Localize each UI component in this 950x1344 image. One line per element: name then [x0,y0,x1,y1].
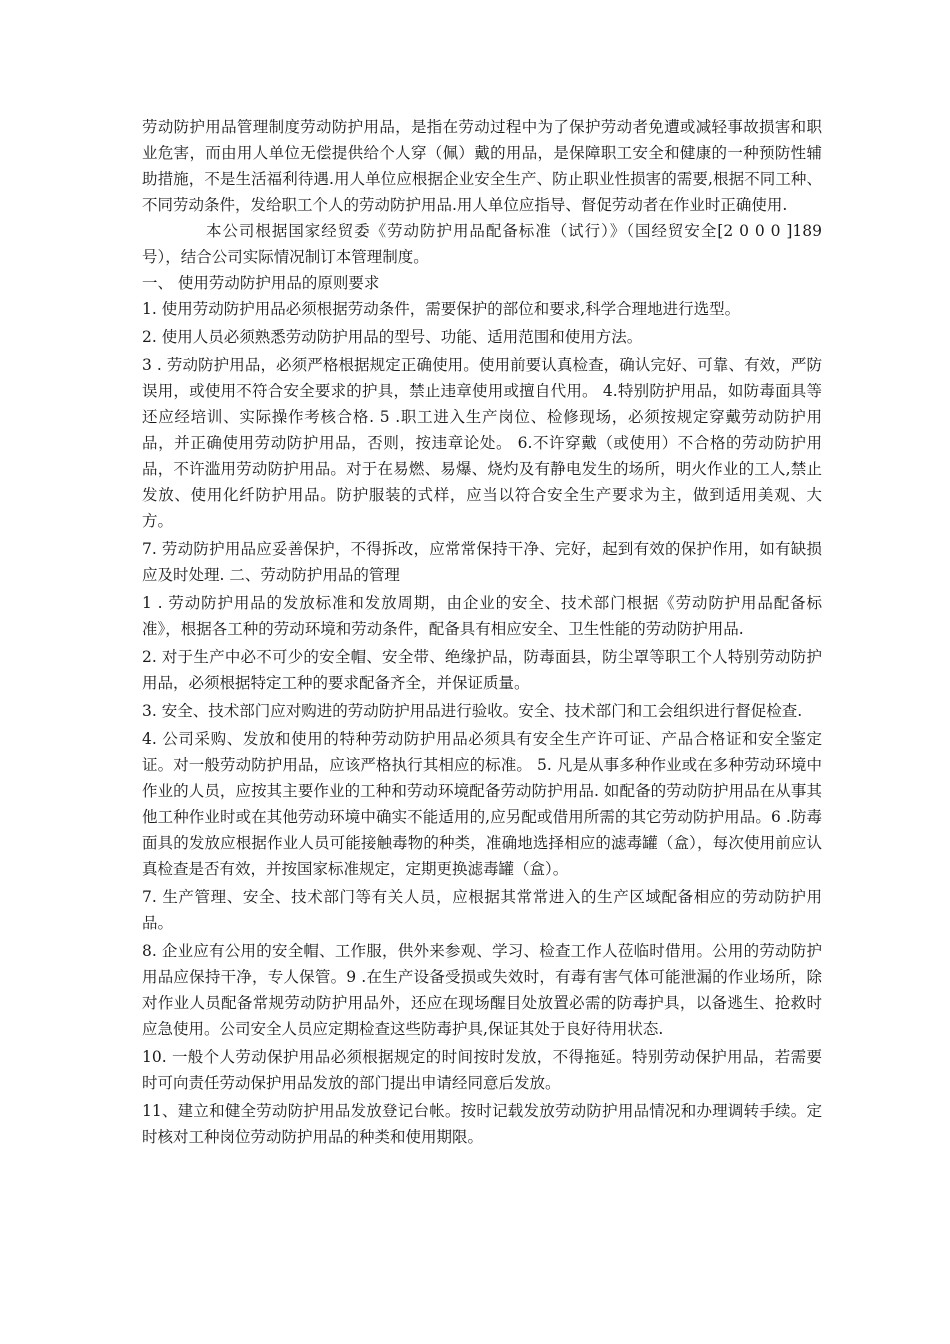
list-item: 4. 公司采购、发放和使用的特种劳动防护用品必须具有安全生产许可证、产品合格证和安全鉴定证。对一般劳动防护用品，应该严格执行其相应的标准。 5. 凡是从事多种作业或在多种劳动环境中作业的人员，应按其主要作业的工种和劳动环境配备劳动防护用品. 如配备的劳动防护用品在从事其他工种作业时或在其他劳动环境中确实不能适用的,应另配或借用所需的其它劳动防护用品。6 .防毒面具的发放应根据作业人员可能接触毒物的种类，准确地选择相应的滤毒罐（盒），每次使用前应认真检查是否有效，并按国家标准规定，定期更换滤毒罐（盒）。 [142,730,822,878]
list-item: 3. 安全、技术部门应对购进的劳动防护用品进行验收。安全、技术部门和工会组织进行督促检查. [142,702,803,720]
list-item: 8. 企业应有公用的安全帽、工作服，供外来参观、学习、检查工作人莅临时借用。公用的劳动防护用品应保持干净，专人保管。9 .在生产设备受损或失效时，有毒有害气体可能泄漏的作业场所，除对作业人员配备常规劳动防护用品外，还应在现场醒目处放置必需的防毒护具，以备逃生、抢救时应急使用。公司安全人员应定期检查这些防毒护具,保证其处于良好待用状态. [142,942,823,1038]
basis-paragraph: 本公司根据国家经贸委《劳动防护用品配备标准（试行）》（国经贸安全[2 0 0 0 ]189 号），结合公司实际情况制订本管理制度。 [142,222,822,266]
document-body [142,114,822,1152]
section-heading-1: 一、 使用劳动防护用品的原则要求 [142,274,380,292]
list-item: 7. 劳动防护用品应妥善保护，不得拆改，应常常保持干净、完好，起到有效的保护作用，如有缺损应及时处理. 二、劳动防护用品的管理 [142,540,822,584]
list-item: 1 . 劳动防护用品的发放标准和发放周期，由企业的安全、技术部门根据《劳动防护用品配备标准》，根据各工种的劳动环境和劳动条件，配备具有相应安全、卫生性能的劳动防护用品. [142,594,822,638]
list-item: 7. 生产管理、安全、技术部门等有关人员，应根据其常常进入的生产区域配备相应的劳动防护用品。 [142,888,822,932]
list-item: 1. 使用劳动防护用品必须根据劳动条件，需要保护的部位和要求,科学合理地进行选型。 [142,300,741,318]
list-item: 2. 使用人员必须熟悉劳动防护用品的型号、功能、适用范围和使用方法。 [142,328,643,346]
list-item: 10. 一般个人劳动保护用品必须根据规定的时间按时发放，不得拖延。特别劳动保护用品，若需要时可向责任劳动保护用品发放的部门提出申请经同意后发放。 [142,1048,822,1092]
list-item: 11、建立和健全劳动防护用品发放登记台帐。按时记载发放劳动防护用品情况和办理调转手续。定时核对工种岗位劳动防护用品的种类和使用期限。 [142,1102,822,1146]
list-item: 3 . 劳动防护用品，必须严格根据规定正确使用。使用前要认真检查，确认完好、可靠、有效，严防误用，或使用不符合安全要求的护具，禁止违章使用或擅自代用。 4.特别防护用品，如防毒面具等还应经培训、实际操作考核合格. 5 .职工进入生产岗位、检修现场，必须按规定穿戴劳动防护用品，并正确使用劳动防护用品，否则，按违章论处。 6.不许穿戴（或使用）不合格的劳动防护用品，不许滥用劳动防护用品。对于在易燃、易爆、烧灼及有静电发生的场所，明火作业的工人,禁止发放、使用化纤防护用品。防护服装的式样，应当以符合安全生产要求为主，做到适用美观、大方。 [142,356,823,530]
list-item: 2. 对于生产中必不可少的安全帽、安全带、绝缘护品，防毒面县，防尘罩等职工个人特别劳动防护用品，必须根据特定工种的要求配备齐全，并保证质量。 [142,648,822,692]
intro-paragraph: 劳动防护用品管理制度劳动防护用品，是指在劳动过程中为了保护劳动者免遭或减轻事故损害和职业危害，而由用人单位无偿提供给个人穿（佩）戴的用品，是保障职工安全和健康的一种预防性辅助措施，不是生活福利待遇.用人单位应根据企业安全生产、防止职业性损害的需要,根据不同工种、不同劳动条件，发给职工个人的劳动防护用品.用人单位应指导、督促劳动者在作业时正确使用. [142,118,822,214]
